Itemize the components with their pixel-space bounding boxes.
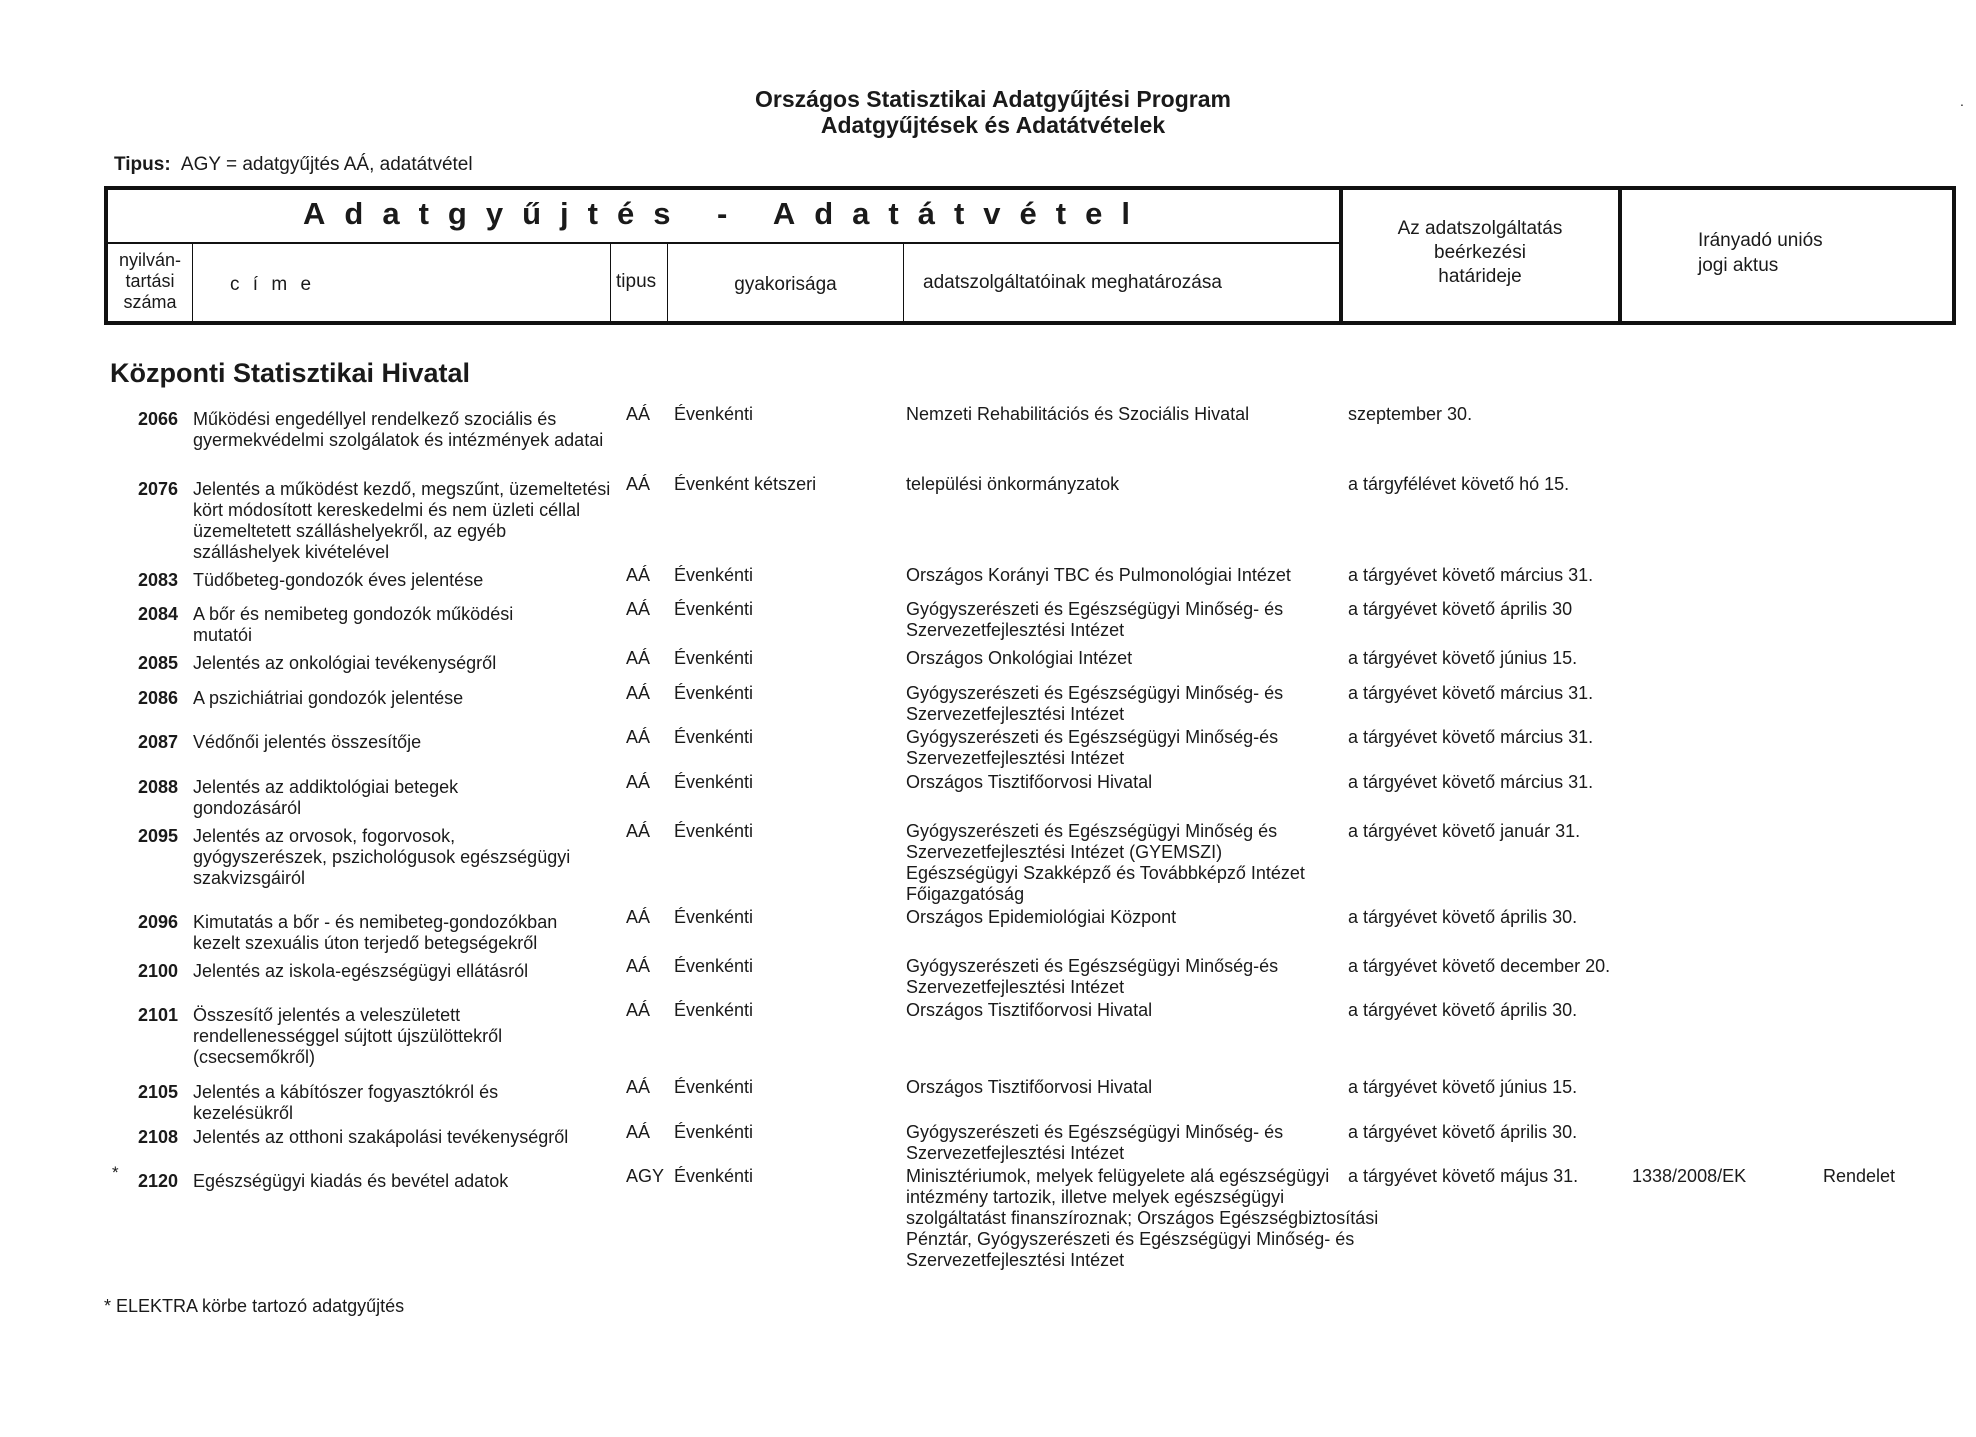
row-number: 2076 [137, 479, 178, 499]
row-deadline: a tárgyévet követő június 15. [1348, 1077, 1578, 1097]
header-col-eu-act: Irányadó uniós jogi aktus [1698, 230, 1823, 276]
row-deadline: a tárgyévet követő március 31. [1348, 565, 1594, 585]
row-providers: Gyógyszerészeti és Egészségügyi Minőség-és Szervezetfejlesztési Intézet [906, 956, 1279, 997]
row-type: AÁ [626, 772, 651, 792]
row-frequency: Évenkénti [674, 1077, 754, 1097]
header-col-deadline: Az adatszolgáltatás beérkezési határideje [1397, 218, 1563, 287]
row-deadline: a tárgyévet követő december 20. [1348, 956, 1611, 976]
row-deadline: a tárgyévet követő május 31. [1348, 1166, 1579, 1186]
row-frequency: Évenkénti [674, 565, 754, 585]
header-col-providers: adatszolgáltatóinak meghatározása [923, 272, 1222, 293]
row-providers: Gyógyszerészeti és Egészségügyi Minőség- és Szervezetfejlesztési Intézet [906, 683, 1284, 724]
row-title: A pszichiátriai gondozók jelentése [193, 688, 464, 708]
row-title: Jelentés az onkológiai tevékenységről [193, 653, 497, 673]
corner-mark: . [1960, 93, 1964, 109]
row-providers: Gyógyszerészeti és Egészségügyi Minőség-és Szervezetfejlesztési Intézet [906, 727, 1279, 768]
header-col-type: tipus [616, 271, 657, 292]
header-col-divider [903, 244, 904, 321]
row-deadline: a tárgyévet követő március 31. [1348, 772, 1594, 792]
type-legend-label: Tipus: [114, 154, 171, 175]
row-number: 2096 [137, 912, 178, 932]
row-providers: Országos Tisztifőorvosi Hivatal [906, 772, 1153, 792]
row-frequency: Évenkénti [674, 1000, 754, 1020]
row-type: AGY [626, 1166, 665, 1186]
row-deadline: a tárgyévet követő január 31. [1348, 821, 1581, 841]
row-providers: Minisztériumok, melyek felügyelete alá egészségügyi intézmény tartozik, illetve melyek egészségügyi szolgáltatást finanszíroznak; Országos Egészségbiztosítási Pénztár, Gyógyszerészeti és Egészségügyi Minőség- és Szervezetfejlesztési Intézet [906, 1166, 1379, 1270]
type-legend-text: AGY = adatgyűjtés AÁ, adatátvétel [180, 154, 473, 175]
document-title [0, 86, 1976, 138]
row-number: 2095 [137, 826, 178, 846]
row-frequency: Évenkénti [674, 404, 754, 424]
row-frequency: Évenkénti [674, 648, 754, 668]
row-frequency: Évenkénti [674, 956, 754, 976]
header-col-divider [610, 244, 611, 321]
section-title: Központi Statisztikai Hivatal [110, 358, 471, 388]
row-type: AÁ [626, 1122, 651, 1142]
row-number: 2085 [137, 653, 178, 673]
row-deadline: a tárgyévet követő június 15. [1348, 648, 1578, 668]
title-line-2: Adatgyűjtések és Adatátvételek [820, 112, 1166, 138]
row-frequency: Évenkénti [674, 821, 754, 841]
row-type: AÁ [626, 565, 651, 585]
row-title: Jelentés a működést kezdő, megszűnt, üzemeltetési kört módosított kereskedelmi és nem üzleti céllal üzemeltetett szálláshelyekről, az egyéb szálláshelyek kivételével [193, 479, 611, 562]
row-frequency: Évenkénti [674, 907, 754, 927]
row-providers: Országos Tisztifőorvosi Hivatal [906, 1077, 1153, 1097]
row-deadline: a tárgyévet követő március 31. [1348, 727, 1594, 747]
row-providers: Országos Tisztifőorvosi Hivatal [906, 1000, 1153, 1020]
row-number: 2105 [137, 1082, 178, 1102]
row-frequency: Évenként kétszeri [674, 474, 817, 494]
row-deadline: a tárgyévet követő április 30. [1348, 1122, 1578, 1142]
row-type: AÁ [626, 956, 651, 976]
row-providers: települési önkormányzatok [906, 474, 1120, 494]
row-providers: Gyógyszerészeti és Egészségügyi Minőség és Szervezetfejlesztési Intézet (GYEMSZI) Egészségügyi Szakképző és Továbbképző Intézet Főigazgatóság [906, 821, 1305, 904]
row-deadline: a tárgyévet követő április 30 [1348, 599, 1573, 619]
row-title: Védőnői jelentés összesítője [193, 732, 422, 752]
row-providers: Országos Korányi TBC és Pulmonológiai Intézet [906, 565, 1291, 585]
header-col-frequency: gyakorisága [734, 274, 837, 295]
row-title: A bőr és nemibeteg gondozók működési mutatói [193, 604, 514, 645]
row-frequency: Évenkénti [674, 727, 754, 747]
row-deadline: a tárgyfélévet követő hó 15. [1348, 474, 1570, 494]
row-frequency: Évenkénti [674, 772, 754, 792]
row-deadline: szeptember 30. [1348, 404, 1473, 424]
row-type: AÁ [626, 821, 651, 841]
row-frequency: Évenkénti [674, 1166, 754, 1186]
row-title: Működési engedéllyel rendelkező szociális és gyermekvédelmi szolgálatok és intézmények adatai [193, 409, 604, 450]
row-frequency: Évenkénti [674, 599, 754, 619]
header-rule [108, 242, 1341, 244]
row-title: Jelentés az addiktológiai betegek gondozásáról [193, 777, 459, 818]
row-number: 2120 [137, 1171, 178, 1191]
row-number: 2088 [137, 777, 178, 797]
row-eu-act: 1338/2008/EK [1632, 1166, 1747, 1186]
row-providers: Gyógyszerészeti és Egészségügyi Minőség- és Szervezetfejlesztési Intézet [906, 1122, 1284, 1163]
row-title: Jelentés az otthoni szakápolási tevékenységről [193, 1127, 569, 1147]
title-line-1: Országos Statisztikai Adatgyűjtési Program [755, 86, 1231, 112]
row-type: AÁ [626, 474, 651, 494]
row-deadline: a tárgyévet követő április 30. [1348, 907, 1578, 927]
row-number: 2086 [137, 688, 178, 708]
footnote: * ELEKTRA körbe tartozó adatgyűjtés [104, 1296, 405, 1316]
header-regnum: nyilván- tartási száma [118, 250, 182, 312]
row-title: Jelentés a kábítószer fogyasztókról és kezelésükről [193, 1082, 499, 1123]
elektra-marker: * [112, 1163, 119, 1182]
row-providers: Gyógyszerészeti és Egészségügyi Minőség- és Szervezetfejlesztési Intézet [906, 599, 1284, 640]
row-providers: Országos Onkológiai Intézet [906, 648, 1133, 668]
row-type: AÁ [626, 683, 651, 703]
row-type: AÁ [626, 907, 651, 927]
row-number: 2108 [137, 1127, 178, 1147]
table-header [104, 186, 1956, 325]
header-title: Adatgyűjtés - Adatátvétel [303, 196, 1149, 231]
row-eu-act-kind: Rendelet [1823, 1166, 1896, 1186]
row-deadline: a tárgyévet követő március 31. [1348, 683, 1594, 703]
row-title: Jelentés az orvosok, fogorvosok, gyógyszerészek, pszichológusok egészségügyi szakvizsgáiról [193, 826, 571, 888]
row-type: AÁ [626, 727, 651, 747]
row-number: 2087 [137, 732, 178, 752]
row-title: Egészségügyi kiadás és bevétel adatok [193, 1171, 509, 1191]
header-divider [1618, 190, 1622, 321]
row-type: AÁ [626, 599, 651, 619]
row-number: 2066 [137, 409, 178, 429]
header-col-divider [192, 244, 193, 321]
row-number: 2084 [137, 604, 178, 624]
row-frequency: Évenkénti [674, 683, 754, 703]
header-col-title: c í m e [230, 274, 316, 295]
row-number: 2101 [137, 1005, 178, 1025]
row-type: AÁ [626, 1000, 651, 1020]
row-providers: Nemzeti Rehabilitációs és Szociális Hivatal [906, 404, 1250, 424]
row-type: AÁ [626, 1077, 651, 1097]
row-number: 2100 [137, 961, 178, 981]
row-title: Jelentés az iskola-egészségügyi ellátásról [193, 961, 529, 981]
row-type: AÁ [626, 404, 651, 424]
row-title: Összesítő jelentés a veleszületett rendellenességgel sújtott újszülöttekről (csecsemőkről) [193, 1005, 503, 1067]
type-legend [114, 154, 473, 176]
row-title: Tüdőbeteg-gondozók éves jelentése [193, 570, 484, 590]
row-frequency: Évenkénti [674, 1122, 754, 1142]
row-number: 2083 [137, 570, 178, 590]
row-deadline: a tárgyévet követő április 30. [1348, 1000, 1578, 1020]
row-type: AÁ [626, 648, 651, 668]
row-providers: Országos Epidemiológiai Központ [906, 907, 1177, 927]
row-title: Kimutatás a bőr - és nemibeteg-gondozókban kezelt szexuális úton terjedő betegségekről [193, 912, 558, 953]
